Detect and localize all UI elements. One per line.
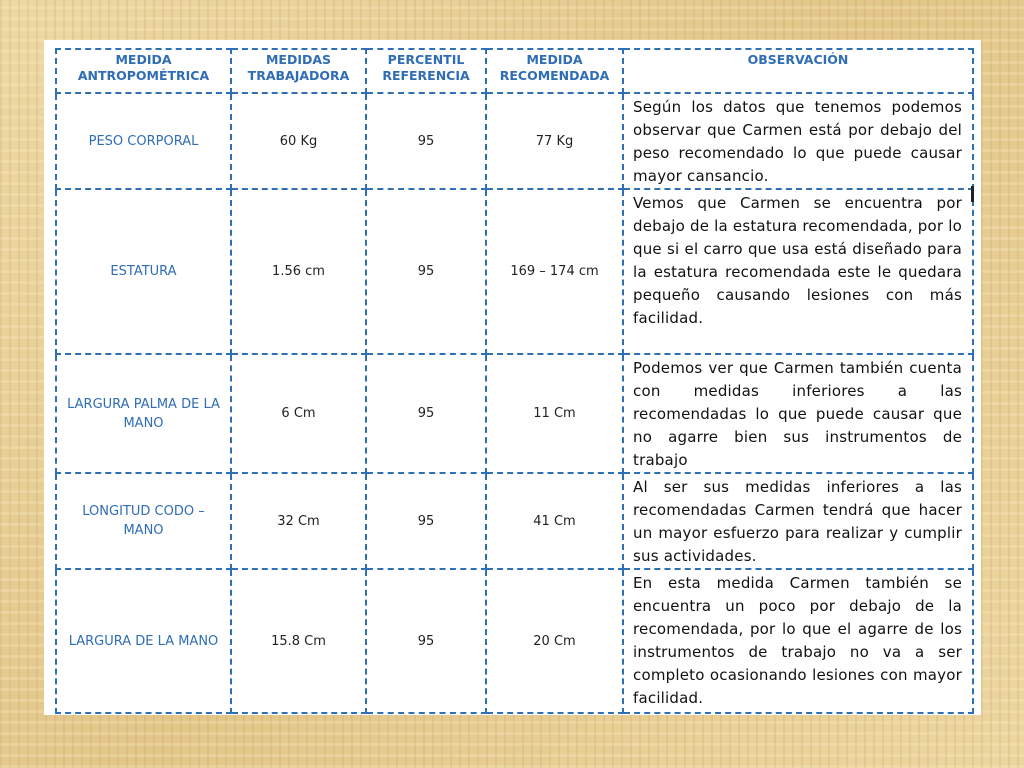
row-trabajadora: 60 Kg xyxy=(231,93,366,189)
header-observacion: OBSERVACIÓN xyxy=(623,49,973,93)
row-percentil: 95 xyxy=(366,189,486,354)
document-page xyxy=(44,40,981,715)
row-medida: LONGITUD CODO – MANO xyxy=(56,473,231,569)
table-row xyxy=(56,473,973,569)
row-recomendada: 41 Cm xyxy=(486,473,623,569)
header-medida: MEDIDA ANTROPOMÉTRICA xyxy=(56,49,231,93)
row-trabajadora: 15.8 Cm xyxy=(231,569,366,713)
row-recomendada: 77 Kg xyxy=(486,93,623,189)
row-observacion: Según los datos que tenemos podemos observar que Carmen está por debajo del peso recomendado lo que puede causar mayor cansancio. xyxy=(623,93,973,189)
row-recomendada: 11 Cm xyxy=(486,354,623,473)
row-medida: LARGURA PALMA DE LA MANO xyxy=(56,354,231,473)
table-row xyxy=(56,93,973,189)
row-percentil: 95 xyxy=(366,93,486,189)
row-observacion: Al ser sus medidas inferiores a las recomendadas Carmen tendrá que hacer un mayor esfuerzo para realizar y cumplir sus actividades. xyxy=(623,473,973,569)
row-medida: ESTATURA xyxy=(56,189,231,354)
row-recomendada: 169 – 174 cm xyxy=(486,189,623,354)
row-percentil: 95 xyxy=(366,473,486,569)
row-percentil: 95 xyxy=(366,569,486,713)
row-trabajadora: 1.56 cm xyxy=(231,189,366,354)
text-cursor xyxy=(971,186,974,202)
row-observacion: Podemos ver que Carmen también cuenta con medidas inferiores a las recomendadas lo que puede causar que no agarre bien sus instrumentos de trabajo xyxy=(623,354,973,473)
anthropometric-table xyxy=(55,48,974,714)
header-recomendada: MEDIDA RECOMENDADA xyxy=(486,49,623,93)
row-trabajadora: 32 Cm xyxy=(231,473,366,569)
header-trabajadora: MEDIDAS TRABAJADORA xyxy=(231,49,366,93)
row-recomendada: 20 Cm xyxy=(486,569,623,713)
row-percentil: 95 xyxy=(366,354,486,473)
table-row xyxy=(56,569,973,713)
table-row xyxy=(56,354,973,473)
table-row xyxy=(56,189,973,354)
row-observacion: Vemos que Carmen se encuentra por debajo de la estatura recomendada, por lo que si el carro que usa está diseñado para la estatura recomendada este le quedara pequeño causando lesiones con más facilidad. xyxy=(623,189,973,354)
row-trabajadora: 6 Cm xyxy=(231,354,366,473)
header-row xyxy=(56,49,973,93)
header-percentil: PERCENTIL REFERENCIA xyxy=(366,49,486,93)
row-observacion: En esta medida Carmen también se encuentra un poco por debajo de la recomendada, por lo que el agarre de los instrumentos de trabajo no va a ser completo ocasionando lesiones con mayor facilidad. xyxy=(623,569,973,713)
row-medida: PESO CORPORAL xyxy=(56,93,231,189)
row-medida: LARGURA DE LA MANO xyxy=(56,569,231,713)
